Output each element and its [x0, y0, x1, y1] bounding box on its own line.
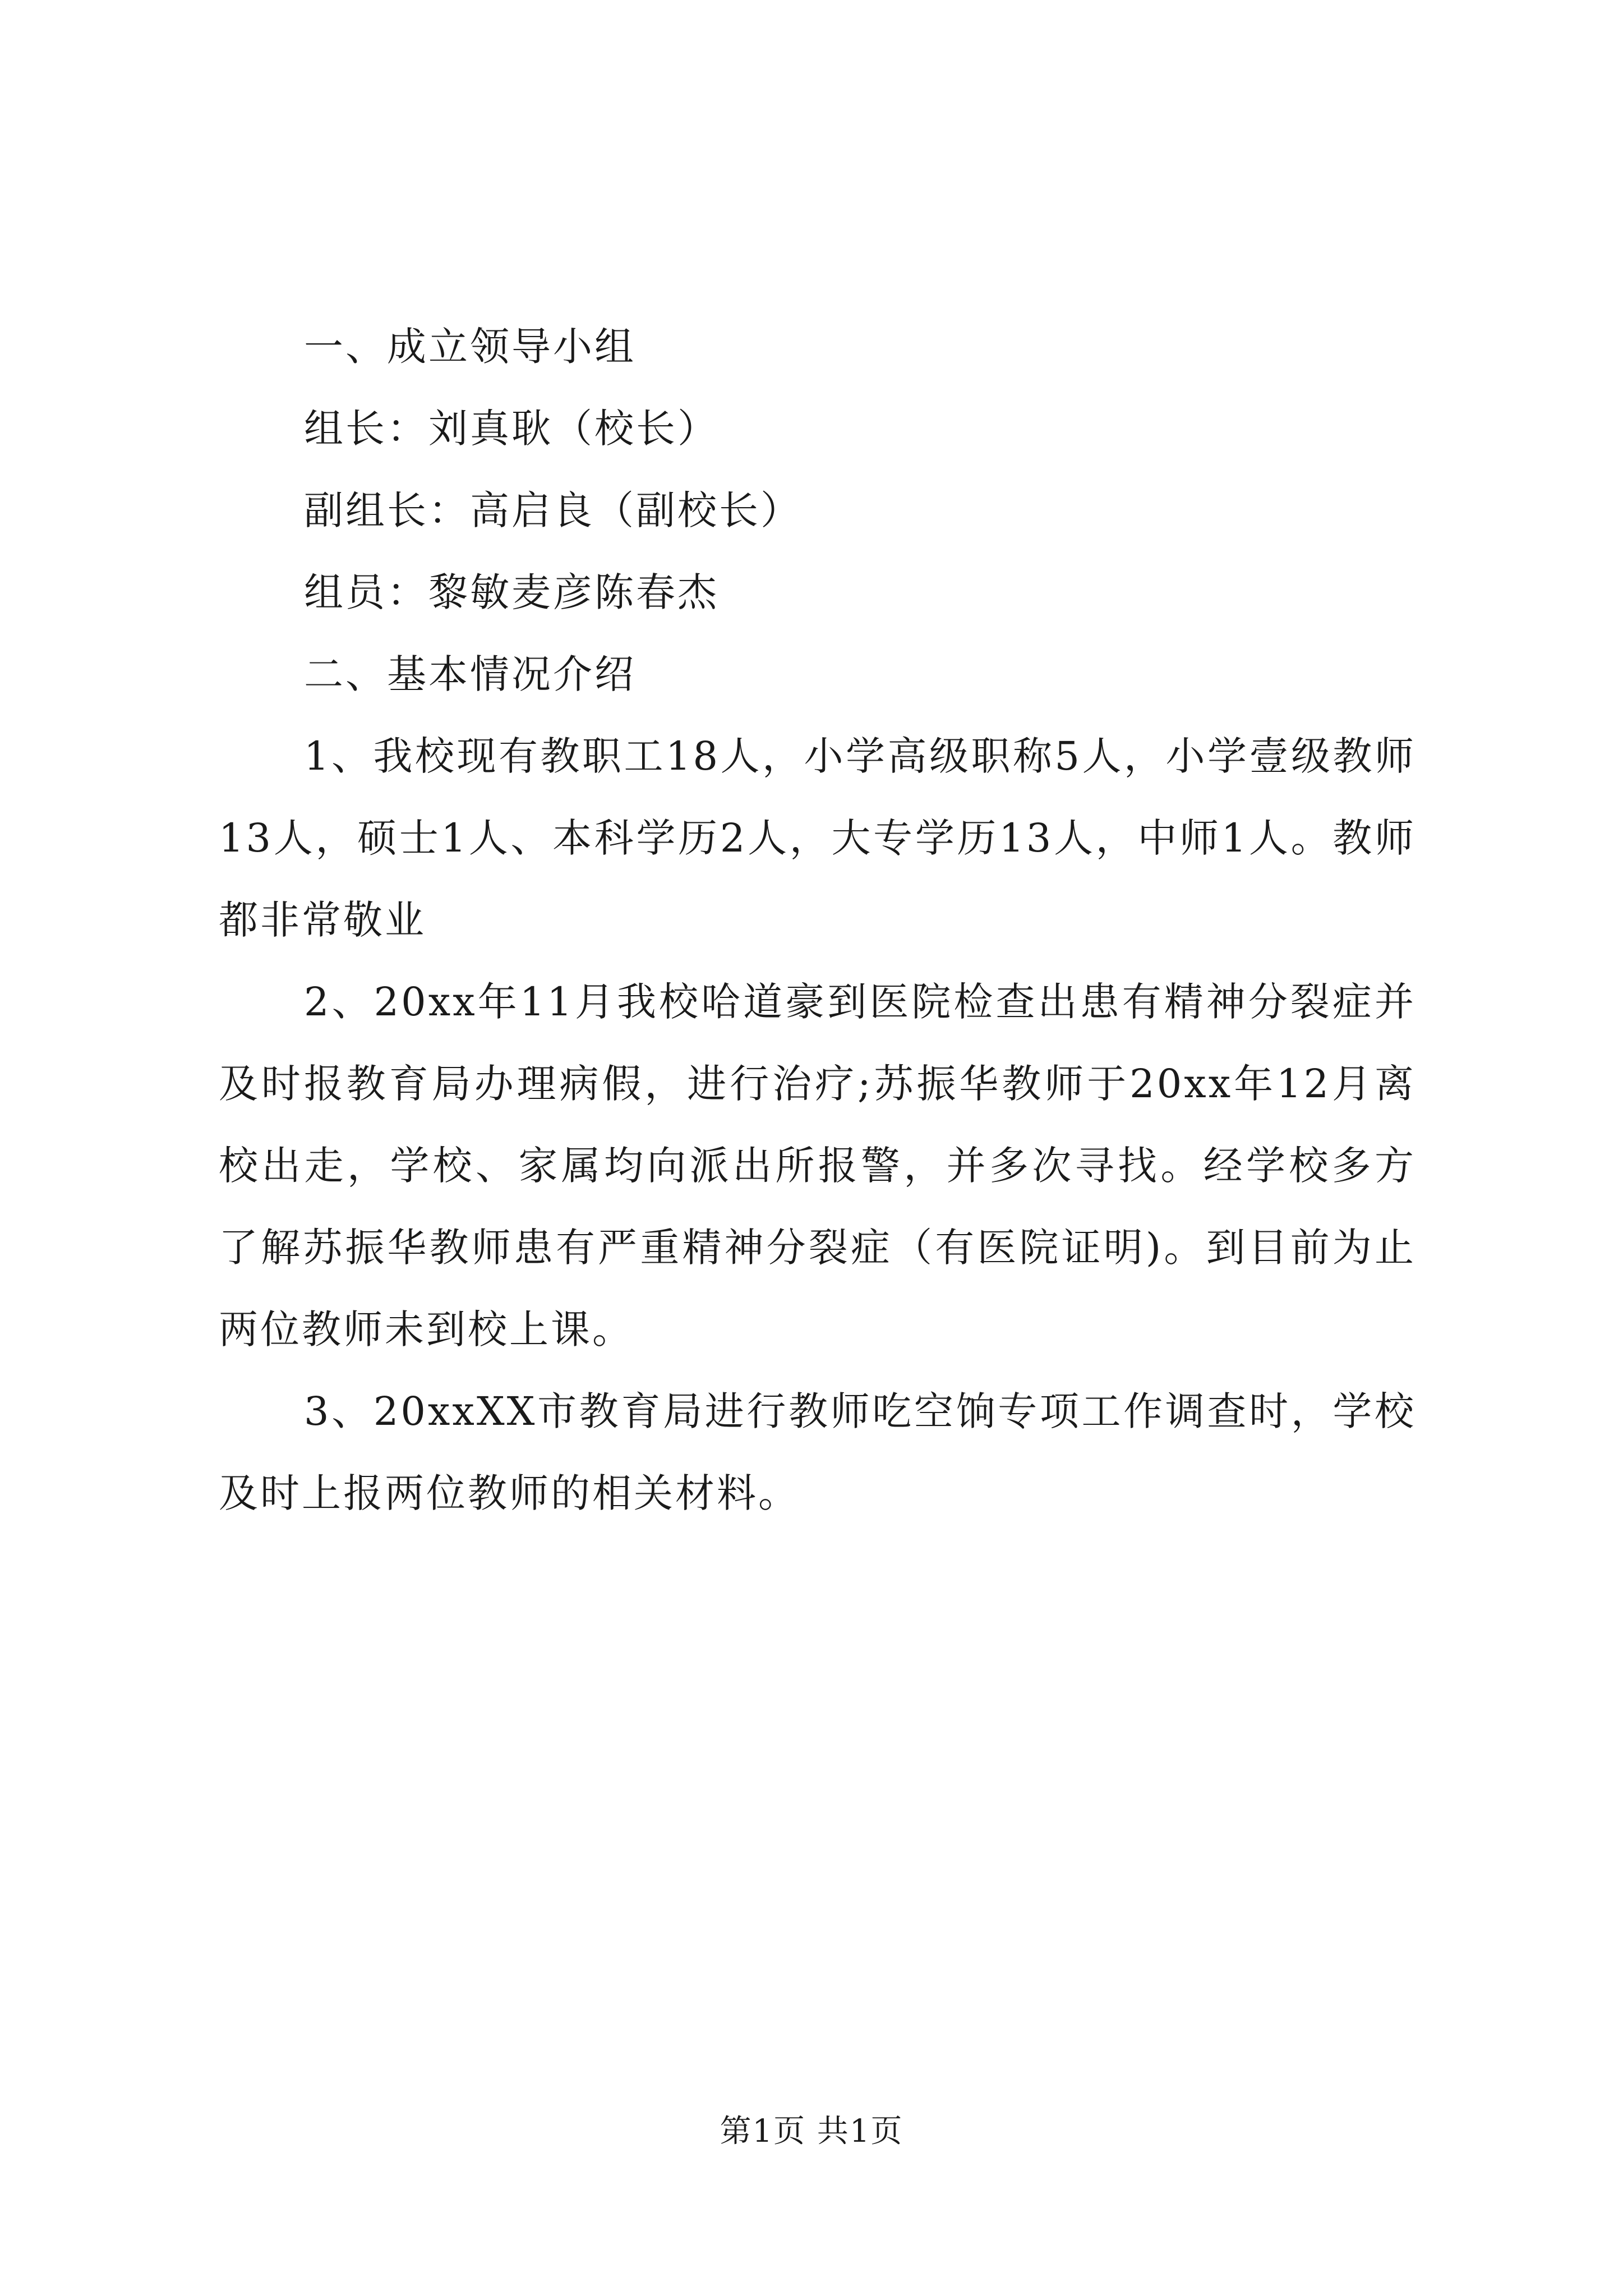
page-number-footer: 第1页 共1页 — [720, 2113, 903, 2150]
deputy-leader-line: 副组长：高启良（副校长） — [304, 487, 802, 533]
paragraph-report-materials: 3、20xxXX市教育局进行教师吃空饷专项工作调查时，学校及时上报两位教师的相关材料。 — [219, 1388, 1416, 1516]
paragraph-teacher-cases: 2、20xx年11月我校哈道豪到医院检查出患有精神分裂症并及时报教育局办理病假，进行治疗;苏振华教师于20xx年12月离校出走，学校、家属均向派出所报警，并多次寻找。经学校多方了解苏振华教师患有严重精神分裂症（有医院证明)。到目前为止两位教师未到校上课。 — [219, 979, 1416, 1352]
members-line: 组员：黎敏麦彦陈春杰 — [304, 569, 719, 615]
paragraph-staff-info: 1、我校现有教职工18人，小学高级职称5人，小学壹级教师13人，硕士1人、本科学历2人，大专学历13人，中师1人。教师都非常敬业 — [219, 733, 1416, 943]
leader-line: 组长：刘真耿（校长） — [304, 406, 719, 452]
section-heading-basic-info: 二、基本情况介绍 — [304, 651, 636, 697]
section-heading-leadership: 一、成立领导小组 — [304, 324, 636, 370]
document-body — [219, 306, 1416, 1534]
